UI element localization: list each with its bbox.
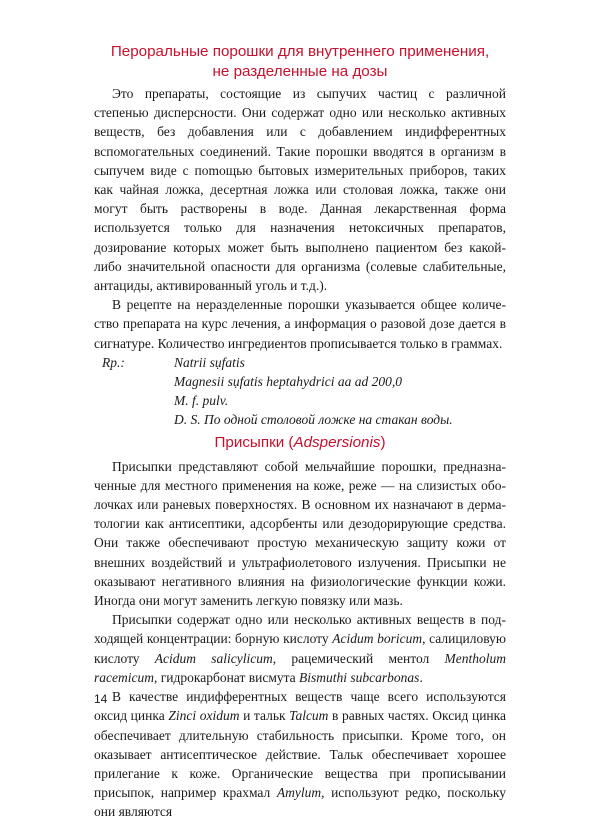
page-content [94,42,506,822]
paragraph-prescription-info: В рецепте на неразделенные порошки указывается общее количество препарата на курс лечения, а информация о разовой дозе дается в сигнатуре. Количество ингредиентов прописывается только в граммах. [94,297,506,351]
latin-term: Mentholum racemicum [94,650,506,685]
prescription-label: Rp.: [102,354,125,370]
prescription-line-4: D. S. По одной столовой ложке на стакан воды. [174,412,453,428]
latin-term: Talcum [289,708,329,724]
text-run: в равных частях. Оксид цинка обеспечивает длительную стабильность присыпки. Кроме того, он оказывает антисептическое действие. Тальк обеспечивает хорошее прилегание к коже. Органические вещества при прописывании присыпок, например крахмал [94,708,506,801]
section-heading-dusting-powders [94,433,506,453]
latin-term: Bismuthi subcarbonas [299,669,420,685]
paragraph-indifferent-substances [94,687,506,821]
text-run: , гидрокарбонат висмута [153,669,300,685]
heading-main: Присыпки ( [214,433,294,451]
latin-term: Acidum salicylicum [154,650,273,666]
latin-term: Amylum [276,785,322,801]
heading-line-2: не разделенные на дозы [212,63,388,80]
section-heading-oral-powders [94,42,506,82]
text-run: и тальк [239,708,290,724]
text-run: , салициловую кислоту [94,631,507,666]
prescription-line-2: Magnesii sụfatis hеptahydrici aa ad 200,0 [174,374,402,390]
paragraph-active-substances [94,610,506,687]
latin-term: Acidum boricum [332,631,423,647]
prescription-example [94,353,506,430]
heading-end: ) [380,433,386,451]
heading-latin: Adspersionis [293,433,381,451]
text-run: Присыпки содержат одно или несколько активных веществ в подходящей концентрации: борную кислоту [94,612,506,647]
latin-term: Zinci oxidum [168,708,240,724]
text-run: , используют редко, поскольку они являются [94,785,506,820]
paragraph-dusting-description: Присыпки представляют собой мельчайшие порошки, предназначенные для местного применения на коже, реже — на слизистых оболочках или раневых поверхностях. В основном их назначают в дерматологии как антисептики, адсорбенты или дезодорирующие средства. Они также обеспечивают простую механическую защиту кожи от внешних воздействий и ультрафиолетового излучения. Присыпки не оказывают негативного влияния на физиологические функции кожи. Иногда они могут заменить легкую повязку или мазь. [94,458,506,609]
page-number: 14 [94,692,108,706]
text-run: . [419,669,423,685]
prescription-line-3: M. f. pulv. [174,393,229,409]
heading-line-1: Пероральные порошки для внутреннего применения, [110,43,490,60]
paragraph-definition: Это препараты, состоящие из сыпучих частиц с различной степенью дисперсности. Они содержат одно или несколько активных веществ, без добавления или с добавлением индифферентных вспомогательных соединений. Такие порошки вводятся в организм в сыпучем виде с поmощью бытовых измерительных приборов, таких как чайная ложка, десертная ложка или столовая ложка, также они могут быть растворены в воде. Данная лекарственная форма используется только для назначения нетоксичных препаратов, дозирование которых может быть выполнено пациентом без какой-либо значительной опасности для организма (солевые слабительные, антациды, активированный уголь и т.д.). [94,86,506,294]
text-run: , рацемический ментол [272,650,445,666]
text-run: В качестве индифферентных веществ чаще всего используются оксид цинка [94,689,506,724]
prescription-line-1: Natrii sụfatis [174,354,245,370]
